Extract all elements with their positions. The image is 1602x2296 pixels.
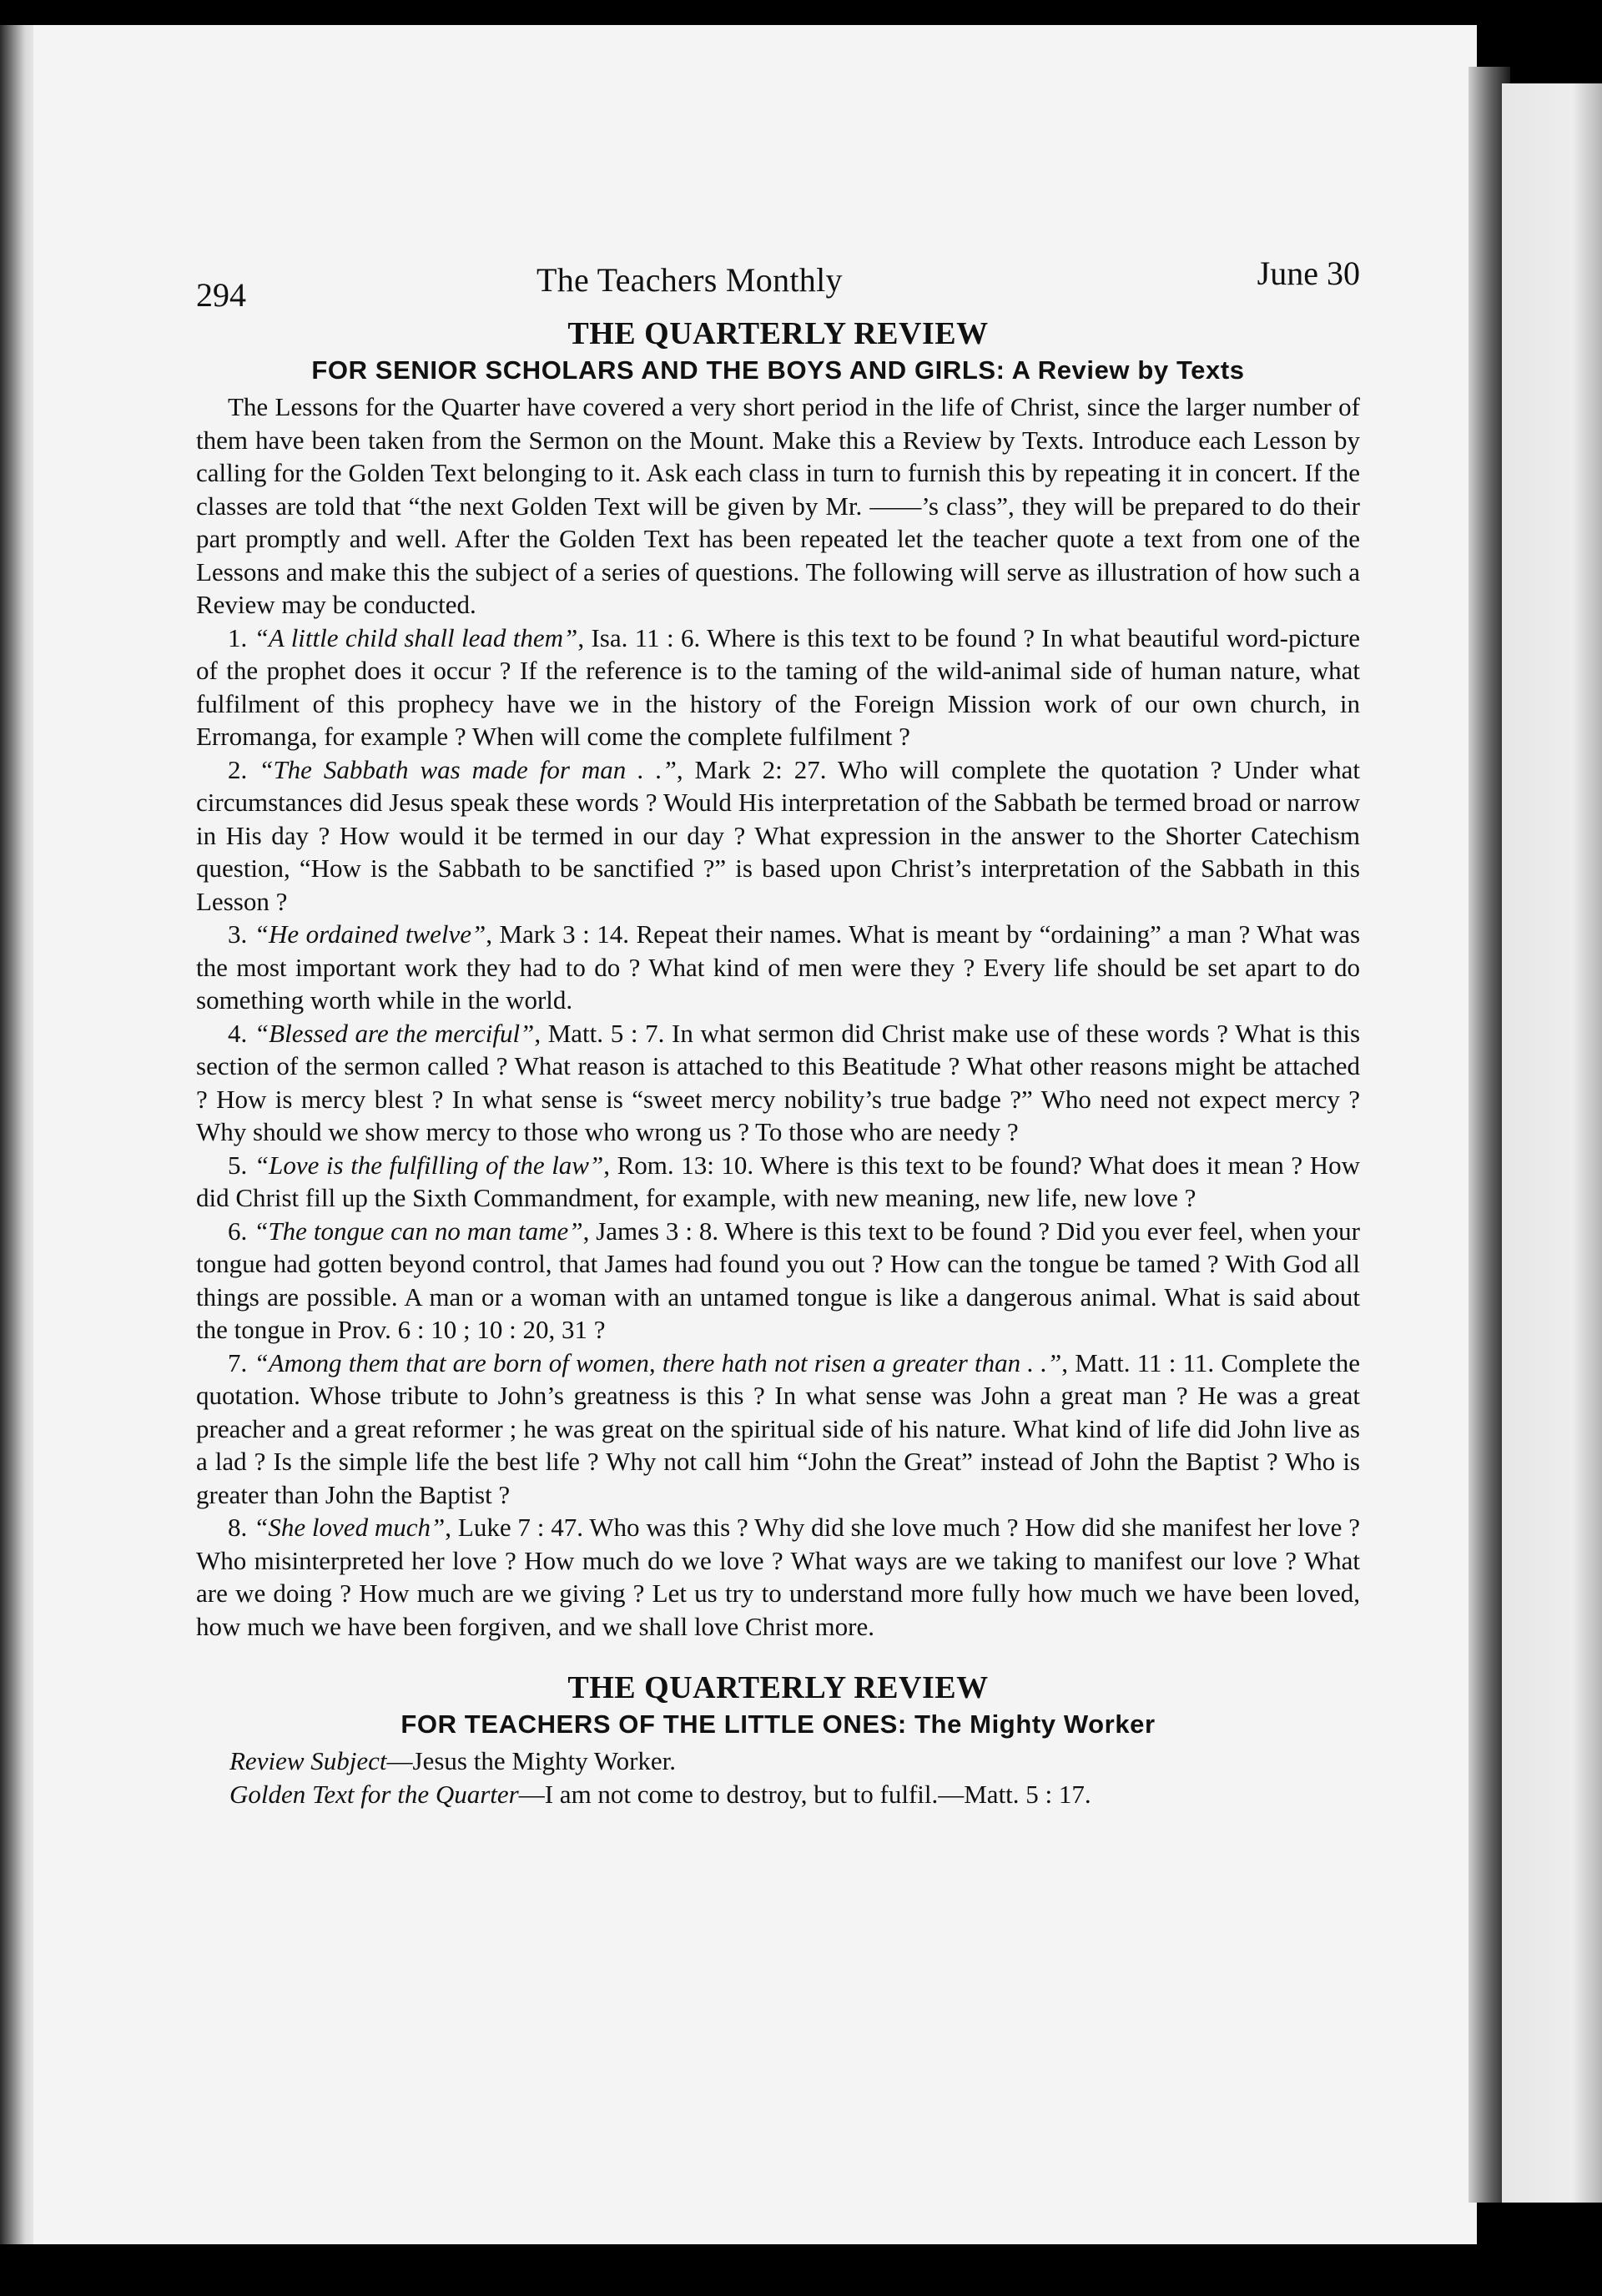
review-item-7: 7. “Among them that are born of women, there hath not risen a greater than . .”, Matt. 11 : 11. Complete the quotation. Whose tribute to John’s greatness is this ? In what sense was John a great man ? He was a great preacher and a great reformer ; he was great on the spiritual side of his nature. What kind of life did John live as a lad ? Is the simple life the best life ? Why not call him “John the Great” instead of John the Baptist ? Who is greater than John the Baptist ? xyxy=(196,1347,1360,1509)
review-item-1-text: “A little child shall lead them” xyxy=(254,622,578,652)
running-header xyxy=(196,250,1360,314)
issue-date: June 30 xyxy=(1257,254,1360,292)
section1-subtitle: FOR SENIOR SCHOLARS AND THE BOYS AND GIRLS: A Review by Texts xyxy=(311,355,1245,385)
review-item-4-text: “Blessed are the merciful” xyxy=(254,1018,535,1048)
section2-subtitle: FOR TEACHERS OF THE LITTLE ONES: The Mighty Worker xyxy=(400,1709,1156,1739)
review-item-3-text: “He ordained twelve” xyxy=(254,919,486,949)
page-number: 294 xyxy=(196,276,246,314)
review-item-5: 5. “Love is the fulfilling of the law”, Rom. 13: 10. Where is this text to be found? What does it mean ? How did Christ fill up the Sixth Commandment, for example, with new meaning, new life, new love ? xyxy=(196,1150,1361,1212)
golden-text-label: Golden Text for the Quarter xyxy=(229,1779,519,1809)
journal-title: The Teachers Monthly xyxy=(537,261,843,299)
review-item-2: 2. “The Sabbath was made for man . .”, Mark 2: 27. Who will complete the quotation ? Under what circumstances did Jesus speak these words ? Would His interpretation of the Sabbath be termed broad or narrow in His day ? How would it be termed in our day ? What expression in the answer to the Shorter Catechism question, “How is the Sabbath to be sanctified ?” is based upon Christ’s interpretation of the Sabbath in this Lesson ? xyxy=(196,754,1361,916)
review-item-4: 4. “Blessed are the merciful”, Matt. 5 : 7. In what sermon did Christ make use of these words ? What is this section of the sermon called ? What reason is attached to this Beatitude ? What other reasons might be attached ? How is mercy blest ? In what sense is “sweet mercy nobility’s true badge ?” Who need not expect mercy ? Why should we show mercy to those who wrong us ? To those who are needy ? xyxy=(196,1018,1361,1146)
review-item-6-text: “The tongue can no man tame” xyxy=(254,1216,583,1246)
review-item-8: 8. “She loved much”, Luke 7 : 47. Who was this ? Why did she love much ? How did she manifest her love ? Who misinterpreted her love ? How much do we love ? What ways are we taking to manifest our love ? What are we doing ? How much are we giving ? Let us try to understand more fully how much we have been loved, how much we have been forgiven, and we shall love Christ more. xyxy=(196,1513,1360,1641)
section2-title: THE QUARTERLY REVIEW xyxy=(567,1670,989,1705)
review-item-2-text: “The Sabbath was made for man . .” xyxy=(259,754,677,784)
review-subject-line xyxy=(196,1745,1360,1778)
page-content xyxy=(196,250,1360,1810)
review-item-7-text: “Among them that are born of women, there hath not risen a greater than . .” xyxy=(254,1347,1062,1377)
adjacent-page xyxy=(1502,83,1602,2203)
golden-text-line xyxy=(196,1778,1360,1811)
review-subject: —Jesus the Mighty Worker. xyxy=(386,1746,677,1775)
intro-paragraph: The Lessons for the Quarter have covered a very short period in the life of Christ, since the larger number of them have been taken from the Sermon on the Mount. Make this a Review by Texts. Introduce each Lesson by calling for the Golden Text belonging to it. Ask each class in turn to furnish this by repeating it in concert. If the classes are told that “the next Golden Text will be given by Mr. ——’s class”, they will be prepared to do their part promptly and well. After the Golden Text has been repeated let the teacher quote a text from one of the Lessons and make this the subject of a series of questions. The following will serve as illustration of how such a Review may be conducted. xyxy=(196,392,1360,619)
review-item-3: 3. “He ordained twelve”, Mark 3 : 14. Repeat their names. What is meant by “ordaining” a man ? What was the most important work they had to do ? What kind of men were they ? Every life should be set apart to do something worth while in the world. xyxy=(196,919,1361,1015)
review-item-6: 6. “The tongue can no man tame”, James 3 : 8. Where is this text to be found ? Did you ever feel, when your tongue had gotten beyond control, that James had found you out ? How can the tongue be tamed ? With God all things are possible. A man or a woman with an untamed tongue is like a dangerous animal. What is said about the tongue in Prov. 6 : 10 ; 10 : 20, 31 ? xyxy=(196,1216,1361,1344)
review-item-5-text: “Love is the fulfilling of the law” xyxy=(254,1150,604,1180)
review-item-8-text: “She loved much” xyxy=(254,1513,446,1542)
review-subject-label: Review Subject xyxy=(229,1746,387,1775)
golden-text: —I am not come to destroy, but to fulfil.—Matt. 5 : 17. xyxy=(518,1779,1091,1809)
section1-title: THE QUARTERLY REVIEW xyxy=(567,316,989,351)
review-item-1: 1. “A little child shall lead them”, Isa. 11 : 6. Where is this text to be found ? In what beautiful word-picture of the prophet does it occur ? If the reference is to the taming of the wild-animal side of human nature, what fulfilment of this prophecy have we in the history of the Foreign Mission work of our own church, in Erromanga, for example ? When will come the complete fulfilment ? xyxy=(196,622,1361,751)
